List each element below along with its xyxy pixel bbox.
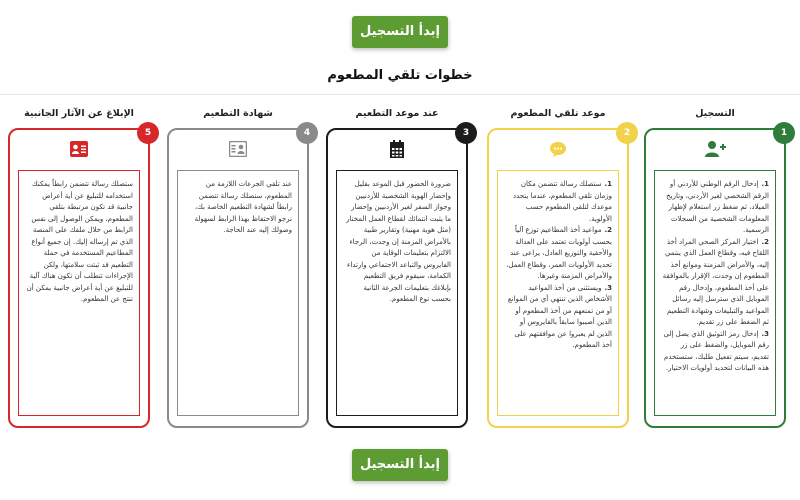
step-registration — [640, 104, 790, 434]
step-card — [326, 128, 468, 428]
step-description: ستصلك رسالة تتضمن رابطاً يمكنك استخدامه للتبليغ عن أية أعراض جانبية قد تكون مرتبطة بتلقي المطعوم، ويمكن الوصول إلى نفس الرابط من خلال ملفك على المنصة الذي تم إرساله إليك. إن جميع أنواع المطاعيم المستخدمة في حملة التطعيم قد ثبتت سلامتها، ولكن الإجراءات تتطلب أن تكون هناك آلية للتبليغ عن أية أعراض جانبية يمكن أن تنتج عن المطعوم. — [18, 170, 140, 416]
user-plus-icon — [704, 140, 726, 158]
step-title: موعد تلقي المطعوم — [510, 108, 606, 119]
step-description: عند تلقي الجرعات اللازمة من المطعوم، ستصلك رسالة تتضمن رابطاً لشهادة التطعيم الخاصة بك، نرجو الاحتفاظ بهذا الرابط لسهولة وصولك إليه عند الحاجة. — [177, 170, 299, 416]
steps-row — [0, 104, 800, 434]
start-registration-button-top[interactable]: إبدأ التسجيل — [352, 16, 448, 48]
id-card-icon — [229, 141, 247, 157]
step-side-effects — [4, 104, 154, 434]
list-item: 2.اختيار المركز الصحي المراد أخذ اللقاح فيه، وقطاع العمل الذي ينتمي إليه، والأمراض المزمنة وموانع أخذ المطعوم إن وجدت، الإقرار بالموافقة على أخذ المطعوم، وإدخال رقم الموبايل الذي سترسل إليه رسائل المواعيد والتبليغات وشهادة التطعيم ثم الضغط على زر تقديم. — [662, 237, 769, 326]
list-item: 1.ستصلك رسالة تتضمن مكان وزمان تلقي المطعوم، عندما يتحدد موعدك لتلقي المطعوم حسب الأولوية. — [513, 180, 612, 223]
step-card — [167, 128, 309, 428]
step-number-badge: 2 — [616, 122, 638, 144]
step-title: شهادة التطعيم — [203, 108, 273, 119]
step-title: التسجيل — [695, 108, 735, 119]
step-appointment — [483, 104, 633, 434]
step-title: الإبلاغ عن الآثار الجانبية — [24, 108, 134, 119]
step-card — [644, 128, 786, 428]
step-card — [8, 128, 150, 428]
step-description: ضرورة الحضور قبل الموعد بقليل وإحضار الهوية الشخصية للأردنيين وجواز السفر لغير الأردنيين وإحضار ما يثبت انتمائك لقطاع العمل المختار (مثل هوية مهنية) وتقارير طبية بالأمراض المزمنة إن وجدت، الرجاء الالتزام بتعليمات الوقاية من الفايروس والتباعد الاجتماعي وارتداء الكمامة، سيقوم فريق التطعيم بإبلاغك بتعليمات الجرعة الثانية بحسب نوع المطعوم. — [336, 170, 458, 416]
step-certificate — [163, 104, 313, 434]
step-number-badge: 4 — [296, 122, 318, 144]
list-item: 3.إدخال رمز التوثيق الذي يصل إلى رقم الموبايل، والضغط على زر تقديم، سيتم تفعيل طلبك، ستستخدم هذه البيانات لتحديد أولويات الاختيار. — [663, 329, 769, 372]
step-title: عند موعد التطعيم — [355, 108, 439, 119]
section-title: خطوات تلقي المطعوم — [327, 68, 473, 83]
step-description — [497, 170, 619, 416]
step-number-badge: 3 — [455, 122, 477, 144]
start-registration-button-bottom[interactable]: إبدأ التسجيل — [352, 449, 448, 481]
calendar-icon — [390, 140, 404, 158]
list-item: 1.إدخال الرقم الوطني للأردني أو الرقم الشخصي لغير الأردني، وتاريخ الميلاد، ثم ضغط زر استعلام لإظهار المعلومات الشخصية من السجلات الرسمية. — [666, 180, 769, 234]
list-item: 2.مواعيد أخذ المطاعيم توزع آلياً بحسب أولويات تعتمد على العدالة والأحقية والتوزيع العادل، يراعى عند تحديد الأولويات العمر، وقطاع العمل، والأمراض المزمنة وغيرها. — [506, 226, 612, 280]
step-number-badge: 1 — [773, 122, 795, 144]
step-at-appointment — [322, 104, 472, 434]
step-number-badge: 5 — [137, 122, 159, 144]
divider — [0, 94, 800, 95]
chat-bubble-icon — [549, 140, 567, 158]
step-description — [654, 170, 776, 416]
step-card — [487, 128, 629, 428]
list-item: 3.ويستثنى من أخذ المواعيد الأشخاص الذين تنتهي أي من الموانع أو من تمنعهم من أخذ المطعوم أو الذين أصيبوا سابقاً بالفايروس أو الذين لم يعبروا عن موافقتهم على أخذ المطعوم. — [507, 283, 612, 349]
id-badge-icon — [70, 141, 88, 157]
